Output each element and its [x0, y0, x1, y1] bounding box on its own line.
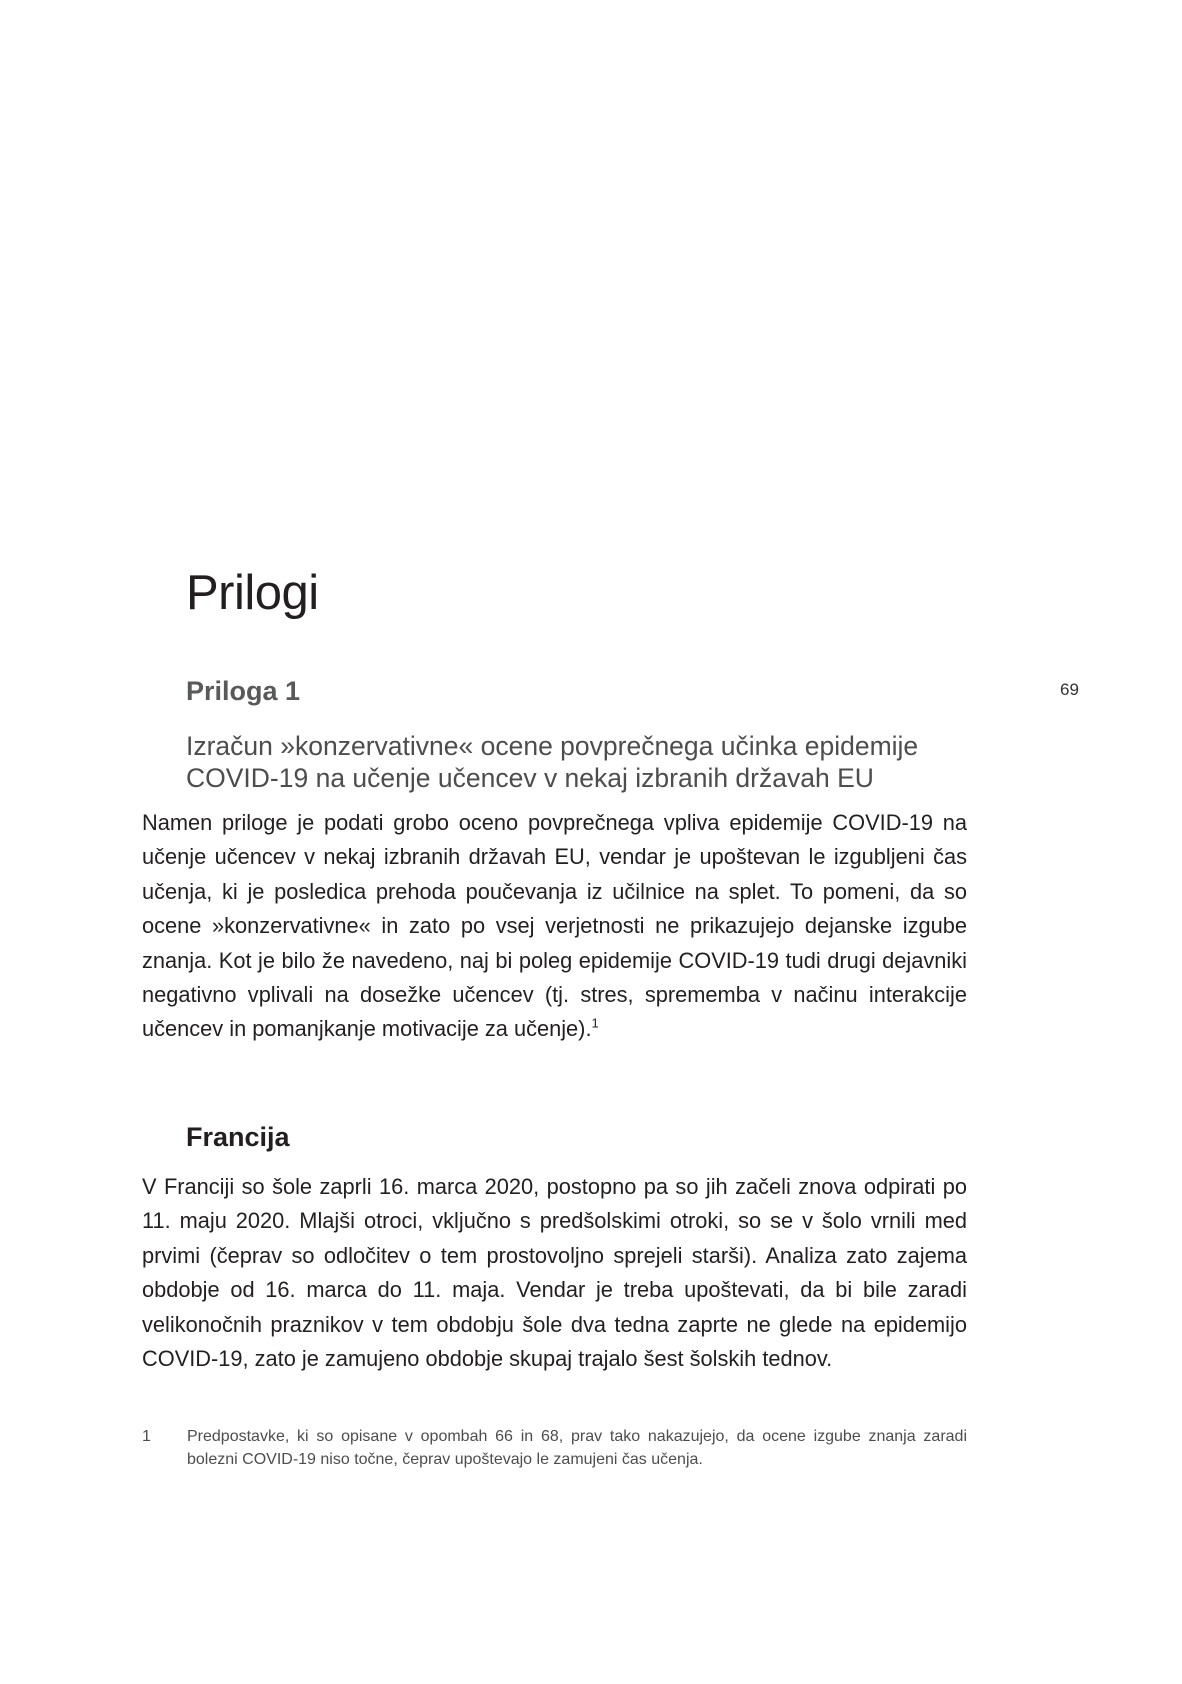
footnote-reference[interactable]: 1 — [591, 1016, 599, 1032]
section-subtitle: Izračun »konzervativne« ocene povprečnega učinka epidemije COVID-19 na učenje učencev v nekaj izbranih državah EU — [186, 731, 919, 793]
footnote-number: 1 — [142, 1428, 151, 1445]
footnote-text: Predpostavke, ki so opisane v opombah 66 in 68, prav tako nakazujejo, da ocene izgube znanja zaradi bolezni COVID-19 niso točne, čeprav upoštevajo le zamujeni čas učenja. — [187, 1428, 967, 1468]
section-heading: Priloga 1 — [186, 676, 301, 706]
page-number: 69 — [1060, 680, 1079, 699]
footnote — [142, 1425, 967, 1471]
chapter-title: Prilogi — [186, 566, 319, 620]
subsection-heading: Francija — [186, 1122, 290, 1152]
france-paragraph: V Franciji so šole zaprli 16. marca 2020, postopno pa so jih začeli znova odpirati po 11. maju 2020. Mlajši otroci, vključno s predšolskimi otroki, so se v šolo vrnili med prvimi (čeprav so odločitev o tem prostovoljno sprejeli starši). Analiza zato zajema obdobje od 16. marca do 11. maja. Vendar je treba upoštevati, da bi bile zaradi velikonočnih praznikov v tem obdobju šole dva tedna zaprte ne glede na epidemijo COVID-19, zato je zamujeno obdobje skupaj trajalo šest šolskih tednov. — [142, 1174, 967, 1372]
intro-paragraph-text: Namen priloge je podati grobo oceno povprečnega vpliva epidemije COVID-19 na učenje učencev v nekaj izbranih državah EU, vendar je upoštevan le izgubljeni čas učenja, ki je posledica prehoda poučevanja iz učilnice na splet. To pomeni, da so ocene »konzervativne« in zato po vsej verjetnosti ne prikazujejo dejanske izgube znanja. Kot je bilo že navedeno, naj bi poleg epidemije COVID-19 tudi drugi dejavniki negativno vplivali na dosežke učencev (tj. stres, sprememba v načinu interakcije učencev in pomanjkanje motivacije za učenje). — [142, 810, 967, 1042]
intro-paragraph — [142, 806, 967, 1047]
